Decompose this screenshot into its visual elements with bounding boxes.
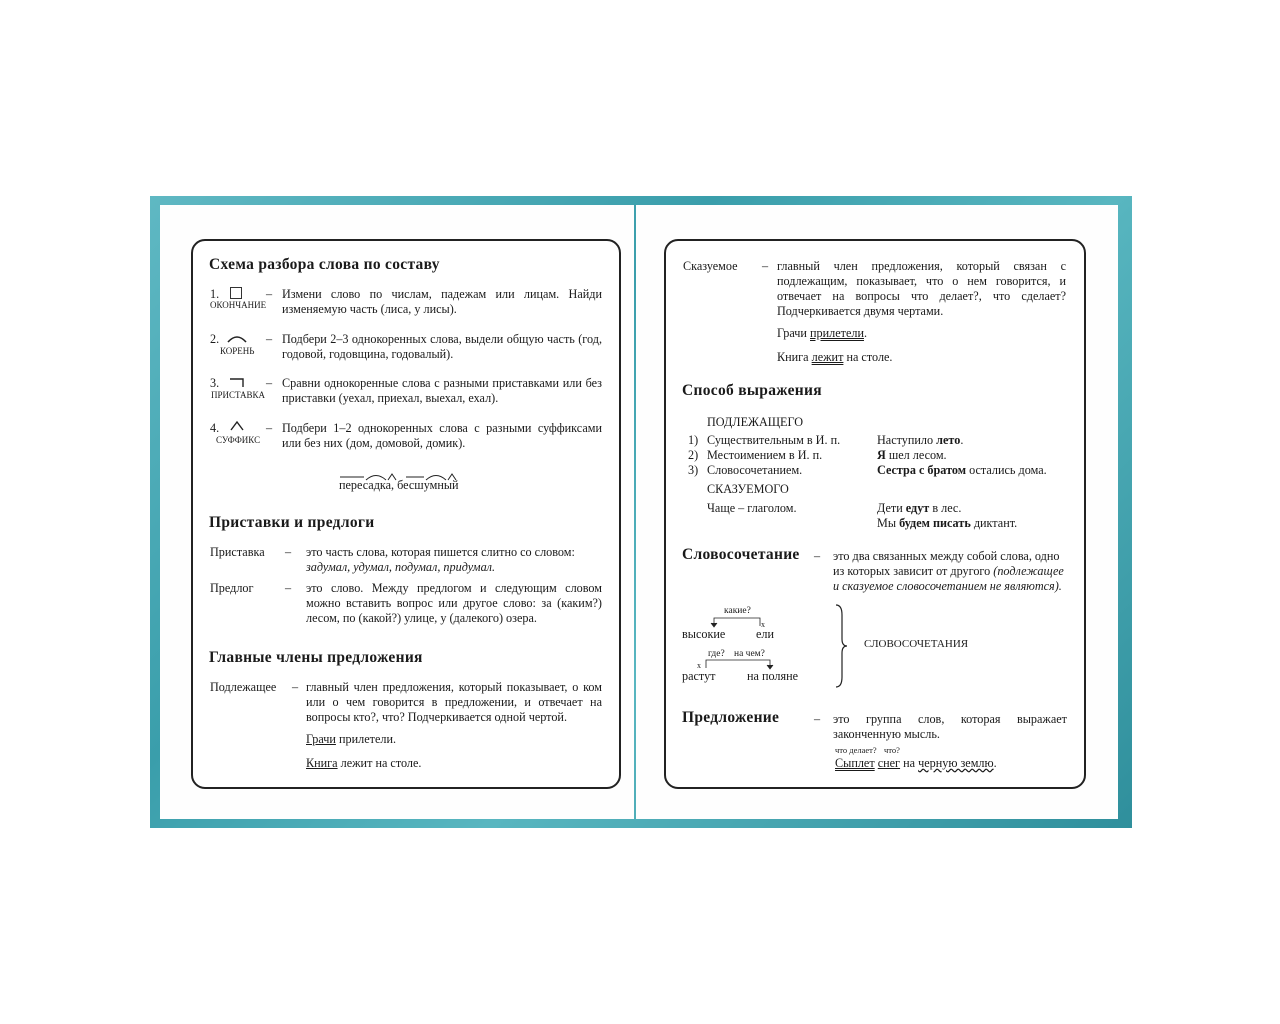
way-text: Местоимением в И. п. (707, 448, 823, 462)
phrase-word: высокие (682, 627, 726, 641)
head-mark: x (697, 661, 701, 670)
diagram-label: СЛОВОСОЧЕТАНИЯ (864, 638, 969, 650)
step-text: Подбери 2–3 однокоренных слова, выдели общую часть (год, годовой, годовщина, годовалый). (282, 332, 602, 361)
predicate-way-example-1: Дети едут в лес. (877, 501, 962, 515)
phrase-word: ели (756, 627, 775, 641)
step-label: СУФФИКС (216, 435, 261, 445)
subject-definition: главный член предложения, который показывает, о ком или о чем говорится в предложении, и отвечает на вопросы кто?, что? Подчеркивается одной чертой. (306, 680, 602, 724)
question-label: где? (708, 649, 725, 659)
section-title-prefixes: Приставки и предлоги (209, 514, 375, 531)
way-number: 2) (688, 448, 699, 462)
term-dash: – (292, 680, 299, 694)
sentence-definition: это группа слов, которая выражает законченную мысль. (833, 712, 1067, 741)
term-preposition: Предлог (210, 581, 254, 595)
section-title-main-members: Главные члены предложения (209, 649, 423, 666)
way-example: Я шел лесом. (877, 448, 947, 462)
phrase-definition: это два связанных между собой слова, одно из которых зависит от другого (подлежащее и сказуемое словосочетанием не являются). (833, 549, 1064, 593)
step-label: КОРЕНЬ (220, 346, 255, 356)
prefix-corner-icon (229, 378, 245, 388)
term-phrase: Словосочетание (682, 546, 800, 563)
word-example: пересадка, бесшумный (339, 478, 459, 492)
subject-example-2: Книга лежит на столе. (306, 756, 422, 770)
term-dash: – (814, 549, 821, 563)
subject-example-1: Грачи прилетели. (306, 732, 397, 746)
term-dash: – (285, 545, 292, 559)
head-mark: x (761, 620, 765, 629)
term-dash: – (285, 581, 292, 595)
way-number: 3) (688, 463, 699, 477)
section-title-word-parsing: Схема разбора слова по составу (209, 256, 440, 273)
suffix-caret-icon (230, 421, 244, 431)
phrase-word: растут (682, 669, 716, 683)
question-label: какие? (724, 606, 751, 616)
question-label: что делает? (835, 745, 877, 755)
term-predicate: Сказуемое (683, 259, 738, 273)
question-label: что? (884, 745, 900, 755)
step-dash: – (266, 376, 273, 390)
root-arc-icon (226, 333, 248, 343)
term-prefix: Приставка (210, 545, 265, 559)
subject-header: ПОДЛЕЖАЩЕГО (707, 415, 804, 429)
phrase-word: на поляне (747, 669, 799, 683)
way-example: Сестра с братом остались дома. (877, 463, 1047, 477)
sentence-example: Сыплет снег на черную землю. (835, 756, 997, 770)
prefix-definition: это часть слова, которая пишется слитно со словом: (306, 545, 575, 559)
curly-brace (834, 603, 848, 689)
step-number: 3. (210, 376, 220, 390)
step-dash: – (266, 421, 273, 435)
way-example: Наступило лето. (877, 433, 964, 447)
step-text: Сравни однокоренные слова с разными приставками или без приставки (уехал, приехал, выехал, ехал). (282, 376, 602, 405)
preposition-definition: это слово. Между предлогом и следующим словом можно вставить вопрос или другое слово: за (каким?) лесом, по (какой?) улице, у (далекого) озера. (306, 581, 602, 625)
predicate-definition: главный член предложения, который связан с подлежащим, показывает, что о нем говорится, и отвечает на вопросы что делает?, что сделает? Подчеркивается двумя чертами. (777, 259, 1066, 318)
step-number: 4. (210, 421, 220, 435)
prefix-examples: задумал, удумал, подумал, придумал. (306, 560, 496, 574)
predicate-header: СКАЗУЕМОГО (707, 482, 789, 496)
term-sentence: Предложение (682, 709, 780, 726)
way-text: Существительным в И. п. (707, 433, 841, 447)
step-dash: – (266, 332, 273, 346)
step-number: 1. (210, 287, 220, 301)
way-text: Словосочетанием. (707, 463, 803, 477)
way-number: 1) (688, 433, 699, 447)
term-dash: – (762, 259, 769, 273)
step-number: 2. (210, 332, 220, 346)
section-title-expression: Способ выражения (682, 382, 822, 399)
step-label: ПРИСТАВКА (211, 390, 266, 400)
step-label: ОКОНЧАНИЕ (210, 300, 267, 310)
term-dash: – (814, 712, 821, 726)
predicate-way: Чаще – глаголом. (707, 501, 797, 515)
step-text: Измени слово по числам, падежам или лицам. Найди изменяемую часть (лиса, у лисы). (282, 287, 602, 316)
step-text: Подбери 1–2 однокоренных слова с разными суффиксами или без них (дом, домовой, домик). (282, 421, 602, 450)
step-dash: – (266, 287, 273, 301)
term-subject: Подлежащее (210, 680, 277, 694)
predicate-way-example-2: Мы будем писать диктант. (877, 516, 1018, 530)
question-label: на чем? (734, 649, 765, 659)
predicate-example-1: Грачи прилетели. (777, 326, 868, 340)
predicate-example-2: Книга лежит на столе. (777, 350, 893, 364)
